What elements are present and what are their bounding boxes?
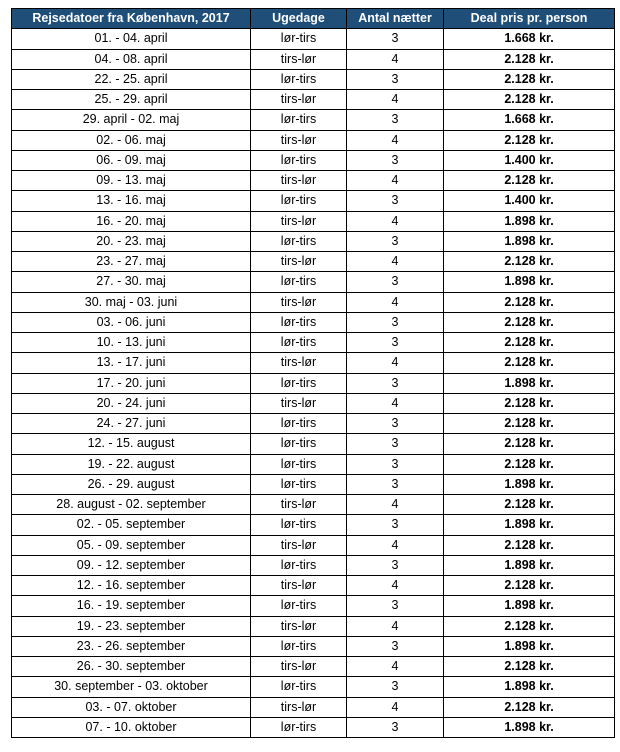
weekdays-cell: lør-tirs [251,69,347,89]
weekdays-cell: lør-tirs [251,150,347,170]
header-price: Deal pris pr. person [444,9,615,29]
price-cell: 2.128 kr. [444,312,615,332]
table-row [12,414,615,434]
price-cell: 1.898 kr. [444,373,615,393]
price-cell: 2.128 kr. [444,535,615,555]
travel-dates-cell: 25. - 29. april [12,90,251,110]
weekdays-cell: lør-tirs [251,272,347,292]
nights-cell: 4 [347,292,444,312]
nights-cell: 4 [347,353,444,373]
travel-dates-cell: 22. - 25. april [12,69,251,89]
nights-cell: 3 [347,515,444,535]
travel-dates-table-container [11,8,615,738]
nights-cell: 3 [347,414,444,434]
nights-cell: 4 [347,616,444,636]
weekdays-cell: tirs-lør [251,535,347,555]
travel-dates-cell: 24. - 27. juni [12,414,251,434]
price-cell: 2.128 kr. [444,292,615,312]
table-row [12,717,615,737]
price-cell: 1.898 kr. [444,474,615,494]
travel-dates-cell: 13. - 17. juni [12,353,251,373]
weekdays-cell: lør-tirs [251,373,347,393]
price-cell: 2.128 kr. [444,171,615,191]
price-cell: 2.128 kr. [444,657,615,677]
travel-dates-cell: 10. - 13. juni [12,333,251,353]
weekdays-cell: lør-tirs [251,312,347,332]
price-cell: 2.128 kr. [444,697,615,717]
weekdays-cell: tirs-lør [251,49,347,69]
weekdays-cell: tirs-lør [251,171,347,191]
travel-dates-cell: 19. - 23. september [12,616,251,636]
nights-cell: 3 [347,69,444,89]
nights-cell: 3 [347,373,444,393]
table-row [12,150,615,170]
table-row [12,596,615,616]
weekdays-cell: tirs-lør [251,252,347,272]
table-row [12,636,615,656]
nights-cell: 4 [347,495,444,515]
table-row [12,677,615,697]
travel-dates-cell: 30. september - 03. oktober [12,677,251,697]
nights-cell: 3 [347,596,444,616]
weekdays-cell: lør-tirs [251,454,347,474]
price-cell: 1.400 kr. [444,150,615,170]
travel-dates-cell: 23. - 26. september [12,636,251,656]
table-row [12,130,615,150]
nights-cell: 3 [347,150,444,170]
price-cell: 1.898 kr. [444,596,615,616]
nights-cell: 3 [347,474,444,494]
nights-cell: 3 [347,677,444,697]
table-row [12,90,615,110]
price-cell: 2.128 kr. [444,495,615,515]
travel-dates-cell: 09. - 12. september [12,555,251,575]
weekdays-cell: lør-tirs [251,29,347,49]
table-row [12,495,615,515]
travel-dates-cell: 06. - 09. maj [12,150,251,170]
weekdays-cell: lør-tirs [251,231,347,251]
travel-dates-cell: 01. - 04. april [12,29,251,49]
nights-cell: 4 [347,697,444,717]
nights-cell: 4 [347,171,444,191]
price-cell: 1.898 kr. [444,231,615,251]
price-cell: 1.898 kr. [444,515,615,535]
price-cell: 1.668 kr. [444,29,615,49]
travel-dates-cell: 19. - 22. august [12,454,251,474]
table-row [12,353,615,373]
table-row [12,211,615,231]
table-row [12,191,615,211]
table-row [12,312,615,332]
price-cell: 2.128 kr. [444,69,615,89]
table-row [12,69,615,89]
nights-cell: 3 [347,333,444,353]
table-row [12,373,615,393]
nights-cell: 4 [347,657,444,677]
price-cell: 2.128 kr. [444,434,615,454]
nights-cell: 4 [347,576,444,596]
nights-cell: 3 [347,636,444,656]
travel-dates-cell: 16. - 20. maj [12,211,251,231]
weekdays-cell: lør-tirs [251,677,347,697]
price-cell: 1.898 kr. [444,677,615,697]
table-row [12,434,615,454]
weekdays-cell: lør-tirs [251,474,347,494]
travel-dates-table [11,8,615,738]
table-row [12,171,615,191]
travel-dates-cell: 16. - 19. september [12,596,251,616]
price-cell: 2.128 kr. [444,576,615,596]
table-row [12,697,615,717]
price-cell: 2.128 kr. [444,130,615,150]
price-cell: 2.128 kr. [444,393,615,413]
weekdays-cell: lør-tirs [251,555,347,575]
header-row [12,9,615,29]
travel-dates-cell: 28. august - 02. september [12,495,251,515]
price-cell: 1.898 kr. [444,717,615,737]
nights-cell: 3 [347,29,444,49]
travel-dates-cell: 27. - 30. maj [12,272,251,292]
weekdays-cell: tirs-lør [251,130,347,150]
nights-cell: 3 [347,454,444,474]
nights-cell: 4 [347,130,444,150]
table-row [12,657,615,677]
nights-cell: 3 [347,555,444,575]
nights-cell: 3 [347,110,444,130]
nights-cell: 3 [347,272,444,292]
weekdays-cell: tirs-lør [251,393,347,413]
table-row [12,110,615,130]
table-row [12,474,615,494]
price-cell: 1.898 kr. [444,636,615,656]
travel-dates-cell: 03. - 06. juni [12,312,251,332]
travel-dates-cell: 07. - 10. oktober [12,717,251,737]
price-cell: 2.128 kr. [444,454,615,474]
table-row [12,49,615,69]
weekdays-cell: tirs-lør [251,90,347,110]
weekdays-cell: lør-tirs [251,191,347,211]
travel-dates-cell: 29. april - 02. maj [12,110,251,130]
header-nights: Antal nætter [347,9,444,29]
travel-dates-cell: 17. - 20. juni [12,373,251,393]
nights-cell: 3 [347,434,444,454]
weekdays-cell: tirs-lør [251,353,347,373]
table-row [12,535,615,555]
travel-dates-cell: 12. - 15. august [12,434,251,454]
price-cell: 1.668 kr. [444,110,615,130]
table-row [12,231,615,251]
price-cell: 1.400 kr. [444,191,615,211]
weekdays-cell: tirs-lør [251,211,347,231]
travel-dates-cell: 30. maj - 03. juni [12,292,251,312]
travel-dates-cell: 05. - 09. september [12,535,251,555]
travel-dates-cell: 20. - 24. juni [12,393,251,413]
weekdays-cell: tirs-lør [251,292,347,312]
weekdays-cell: tirs-lør [251,697,347,717]
weekdays-cell: lør-tirs [251,636,347,656]
nights-cell: 4 [347,90,444,110]
travel-dates-cell: 09. - 13. maj [12,171,251,191]
travel-dates-cell: 13. - 16. maj [12,191,251,211]
table-row [12,576,615,596]
price-cell: 2.128 kr. [444,616,615,636]
price-cell: 2.128 kr. [444,353,615,373]
weekdays-cell: lør-tirs [251,596,347,616]
travel-dates-cell: 23. - 27. maj [12,252,251,272]
nights-cell: 4 [347,252,444,272]
price-cell: 2.128 kr. [444,414,615,434]
nights-cell: 4 [347,535,444,555]
nights-cell: 4 [347,49,444,69]
nights-cell: 4 [347,393,444,413]
weekdays-cell: lør-tirs [251,515,347,535]
travel-dates-cell: 02. - 05. september [12,515,251,535]
weekdays-cell: lør-tirs [251,434,347,454]
weekdays-cell: tirs-lør [251,657,347,677]
table-row [12,555,615,575]
nights-cell: 3 [347,717,444,737]
nights-cell: 3 [347,312,444,332]
table-body [12,29,615,738]
nights-cell: 4 [347,211,444,231]
travel-dates-cell: 26. - 29. august [12,474,251,494]
travel-dates-cell: 02. - 06. maj [12,130,251,150]
price-cell: 2.128 kr. [444,252,615,272]
price-cell: 1.898 kr. [444,211,615,231]
weekdays-cell: lør-tirs [251,717,347,737]
weekdays-cell: lør-tirs [251,414,347,434]
weekdays-cell: lør-tirs [251,110,347,130]
table-row [12,252,615,272]
nights-cell: 3 [347,191,444,211]
table-row [12,292,615,312]
travel-dates-cell: 03. - 07. oktober [12,697,251,717]
nights-cell: 3 [347,231,444,251]
weekdays-cell: tirs-lør [251,495,347,515]
price-cell: 2.128 kr. [444,333,615,353]
table-row [12,616,615,636]
table-row [12,515,615,535]
price-cell: 2.128 kr. [444,90,615,110]
travel-dates-cell: 26. - 30. september [12,657,251,677]
table-row [12,29,615,49]
weekdays-cell: tirs-lør [251,616,347,636]
travel-dates-cell: 20. - 23. maj [12,231,251,251]
price-cell: 1.898 kr. [444,555,615,575]
header-weekdays: Ugedage [251,9,347,29]
travel-dates-cell: 12. - 16. september [12,576,251,596]
travel-dates-cell: 04. - 08. april [12,49,251,69]
header-travel-dates: Rejsedatoer fra København, 2017 [12,9,251,29]
table-row [12,272,615,292]
table-row [12,333,615,353]
table-row [12,393,615,413]
price-cell: 1.898 kr. [444,272,615,292]
weekdays-cell: lør-tirs [251,333,347,353]
table-header [12,9,615,29]
weekdays-cell: tirs-lør [251,576,347,596]
table-row [12,454,615,474]
price-cell: 2.128 kr. [444,49,615,69]
